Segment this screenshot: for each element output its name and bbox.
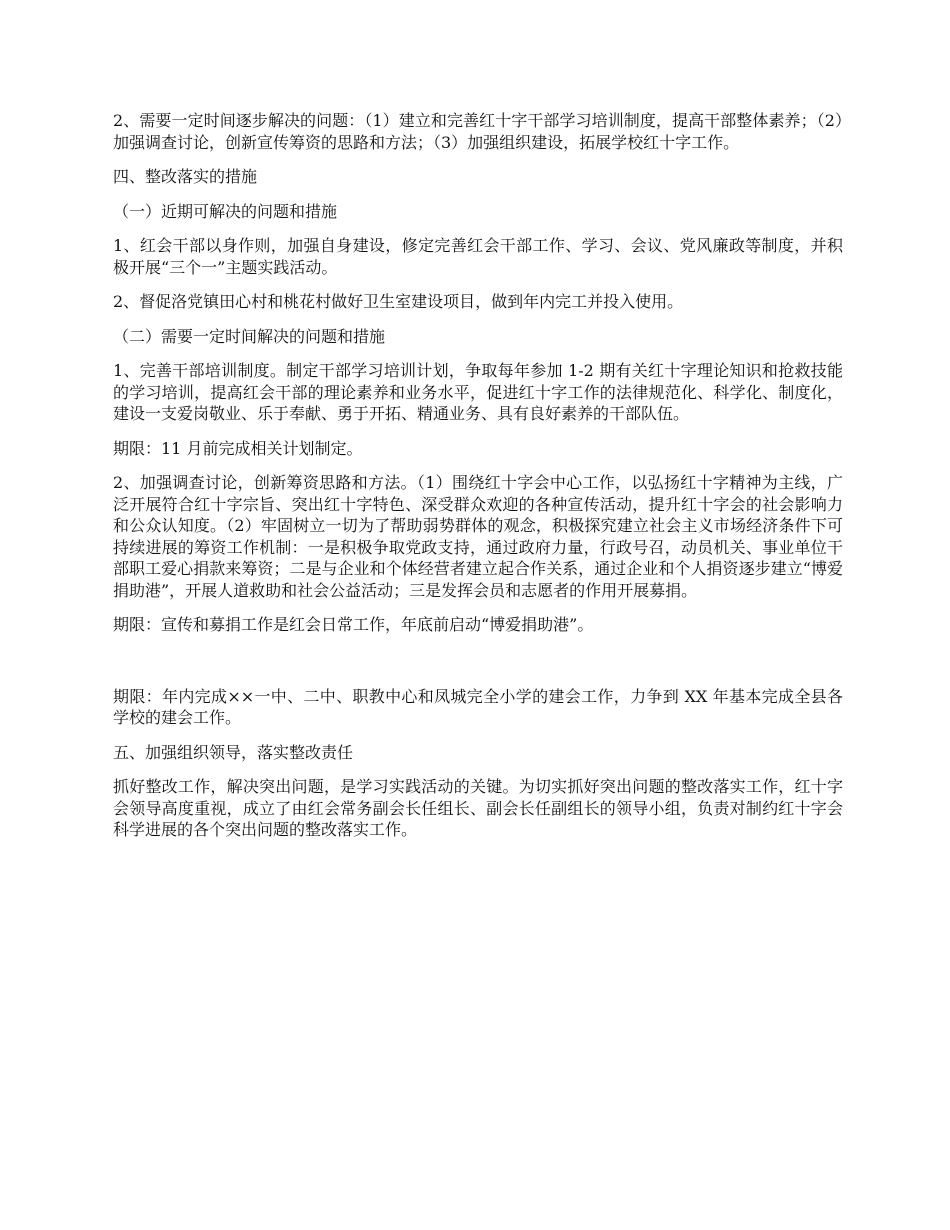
paragraph-deadline-1: 期限：11 月前完成相关计划制定。	[113, 438, 363, 458]
blank-space	[113, 649, 843, 686]
subsection-heading-1: （一）近期可解决的问题和措施	[113, 201, 338, 221]
paragraph-fundraising: 2、加强调查讨论，创新筹资思路和方法。（1）围绕红十字会中心工作，以弘扬红十字精神为主线，广泛开展符合红十字宗旨、突出红十字特色、深受群众欢迎的各种宣传活动，提升红十字会的社会影响力和公众认知度。（2）牢固树立一切为了帮助弱势群体的观念，积极探究建立社会主义市场经济条件下可持续进展的筹资工作机制：一是积极争取党政支持，通过政府力量，行政号召，动员机关、事业单位干部职工爱心捐款来筹资；二是与企业和个体经营者建立起合作关系，通过企业和个人捐资逐步建立“博爱捐助港”，开展人道救助和社会公益活动；三是发挥会员和志愿者的作用开展募捐。	[113, 473, 843, 600]
document-page	[113, 110, 843, 854]
paragraph-deadline-2: 期限：宣传和募捐工作是红会日常工作，年底前启动“博爱捐助港”。	[113, 615, 594, 634]
paragraph-deadline-3: 期限：年内完成××一中、二中、职教中心和凤城完全小学的建会工作，力争到 XX 年基本完成全县各学校的建会工作。	[113, 686, 843, 727]
section-heading-4: 四、整改落实的措施	[113, 167, 258, 186]
subsection-heading-2: （二）需要一定时间解决的问题和措施	[113, 326, 386, 346]
paragraph-training: 1、完善干部培训制度。制定干部学习培训计划，争取每年参加 1-2 期有关红十字理论知识和抢救技能的学习培训，提高红会干部的理论素养和业务水平，促进红十字工作的法律规范化、科学化、制度化，建设一支爱岗敬业、乐于奉献、勇于开拓、精通业务、具有良好素养的干部队伍。	[113, 361, 843, 423]
paragraph-problem-2: 2、需要一定时间逐步解决的问题：（1）建立和完善红十字干部学习培训制度，提高干部整体素养；（2）加强调查讨论，创新宣传筹资的思路和方法；（3）加强组织建设，拓展学校红十字工作。	[113, 111, 843, 152]
section-heading-5: 五、加强组织领导，落实整改责任	[113, 742, 354, 762]
paragraph-measure-2: 2、督促洛党镇田心村和桃花村做好卫生室建设项目，做到年内完工并投入使用。	[113, 292, 684, 311]
paragraph-leadership: 抓好整改工作，解决突出问题，是学习实践活动的关键。为切实抓好突出问题的整改落实工作，红十字会领导高度重视，成立了由红会常务副会长任组长、副会长任副组长的领导小组，负责对制约红十字会科学进展的各个突出问题的整改落实工作。	[113, 777, 843, 839]
paragraph-measure-1: 1、红会干部以身作则，加强自身建设，修定完善红会干部工作、学习、会议、党风廉政等制度，并积极开展“三个一”主题实践活动。	[113, 236, 843, 277]
